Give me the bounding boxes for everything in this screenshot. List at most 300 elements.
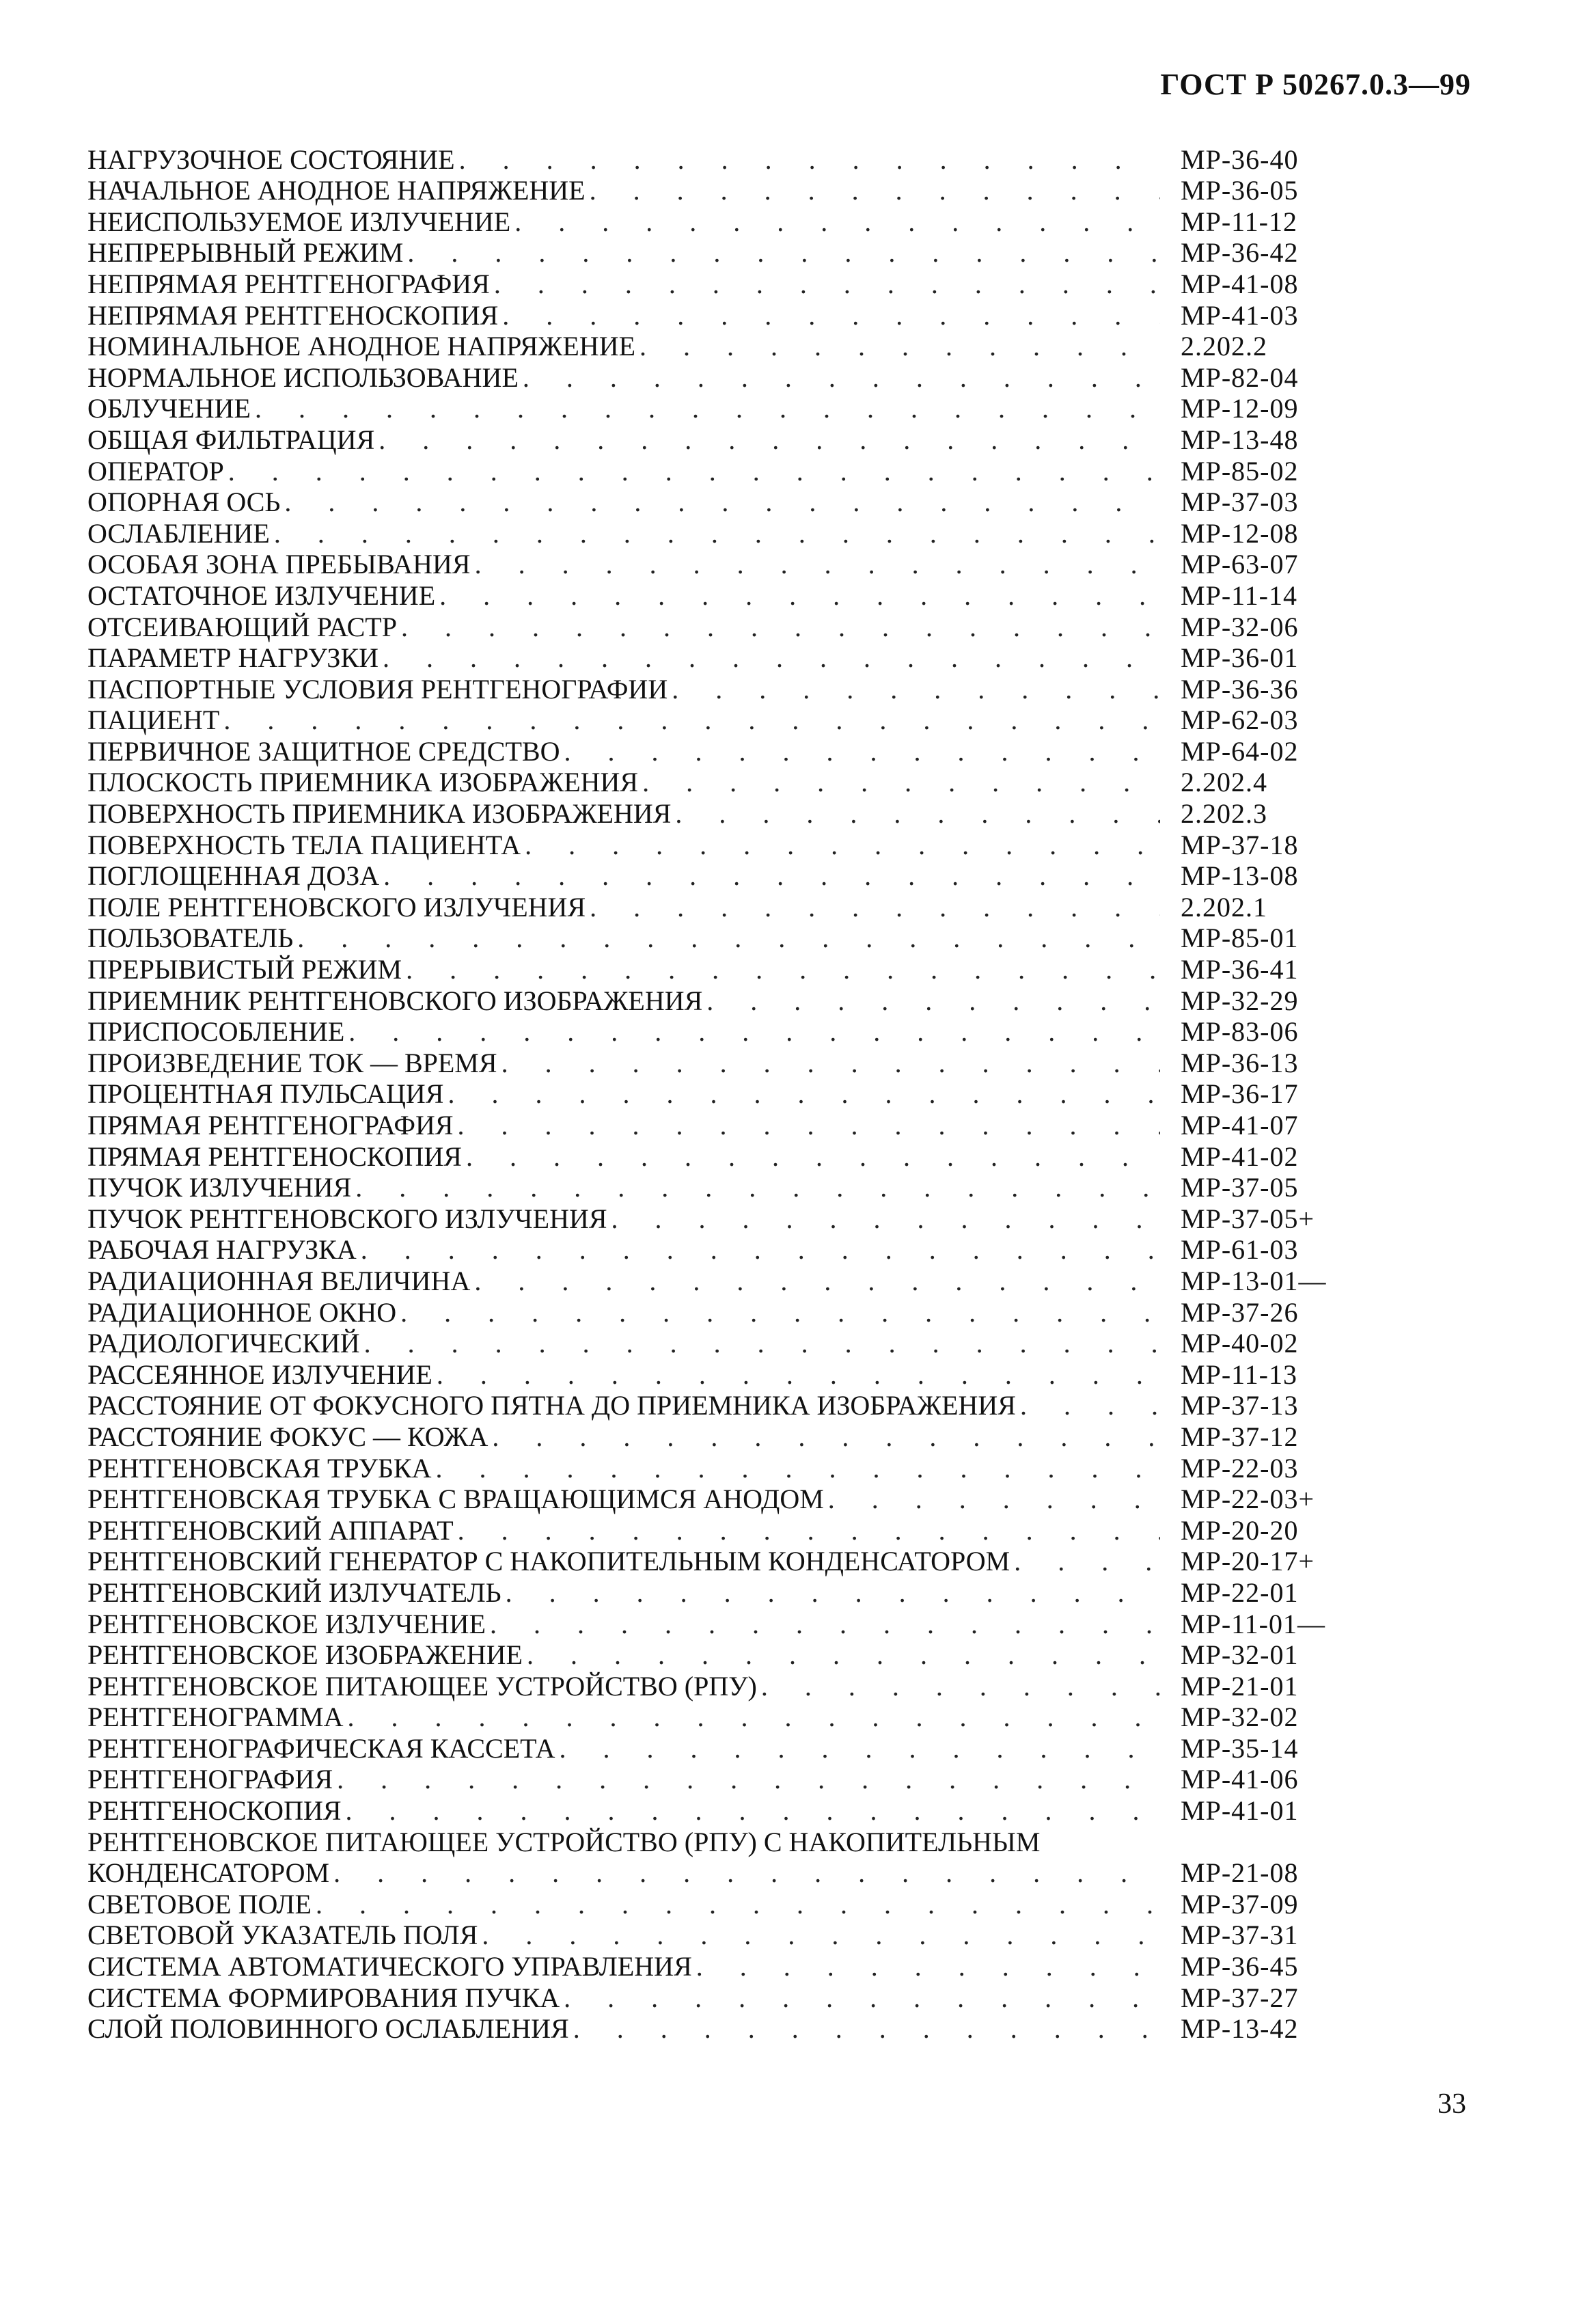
index-term: РЕНТГЕНОВСКОЕ ИЗОБРАЖЕНИЕ	[87, 1639, 523, 1671]
dot-leader	[274, 518, 1160, 549]
index-reference: МР-36-36	[1181, 673, 1299, 705]
index-reference: МР-36-13	[1181, 1047, 1299, 1078]
index-term: ПОГЛОЩЕННАЯ ДОЗА	[87, 860, 380, 892]
dot-leader	[459, 144, 1160, 175]
index-reference: МР-40-02	[1181, 1328, 1299, 1359]
index-term-area	[87, 1359, 1160, 1390]
dot-leader	[400, 1297, 1160, 1328]
index-term: РАДИАЦИОННОЕ ОКНО	[87, 1296, 397, 1328]
index-term-area	[87, 923, 1160, 953]
index-term-area	[87, 1172, 1160, 1203]
index-term-area	[87, 1484, 1160, 1514]
index-entry	[87, 175, 1331, 206]
dot-leader	[379, 424, 1160, 455]
index-term: ПОЛЬЗОВАТЕЛЬ	[87, 923, 294, 954]
dot-leader	[564, 1982, 1160, 2013]
index-term-area	[87, 1702, 1160, 1732]
index-term: НЕПРЯМАЯ РЕНТГЕНОСКОПИЯ	[87, 299, 499, 331]
index-entry	[87, 1857, 1331, 1889]
index-reference: МР-22-01	[1181, 1577, 1299, 1608]
index-term: ОСТАТОЧНОЕ ИЗЛУЧЕНИЕ	[87, 579, 436, 611]
index-term: ПРИСПОСОБЛЕНИЕ	[87, 1016, 345, 1048]
index-term-area	[87, 580, 1160, 611]
dot-leader	[514, 206, 1160, 237]
index-reference: МР-37-26	[1181, 1296, 1299, 1328]
dot-leader	[639, 331, 1160, 361]
index-term: ПАРАМЕТР НАГРУЗКИ	[87, 642, 379, 674]
index-term: НАГРУЗОЧНОЕ СОСТОЯНИЕ	[87, 144, 455, 175]
index-term: ПУЧОК РЕНТГЕНОВСКОГО ИЗЛУЧЕНИЯ	[87, 1203, 607, 1234]
index-term: ПРИЕМНИК РЕНТГЕНОВСКОГО ИЗОБРАЖЕНИЯ	[87, 985, 703, 1016]
index-entry	[87, 860, 1331, 892]
index-entry	[87, 206, 1331, 237]
index-term-area	[87, 1078, 1160, 1109]
index-reference: МР-41-01	[1181, 1795, 1299, 1827]
index-entry	[87, 829, 1331, 860]
index-entry	[87, 487, 1331, 518]
index-term-area	[87, 1048, 1160, 1078]
index-entry	[87, 361, 1331, 393]
dot-leader	[474, 1266, 1160, 1296]
dot-leader	[490, 1609, 1160, 1639]
dot-leader	[316, 1889, 1160, 1920]
index-reference: МР-37-27	[1181, 1982, 1299, 2013]
index-entry	[87, 1203, 1331, 1234]
index-reference: МР-41-06	[1181, 1764, 1299, 1795]
index-term-area	[87, 487, 1160, 517]
index-reference: 2.202.4	[1181, 767, 1267, 798]
index-term: ОСЛАБЛЕНИЕ	[87, 517, 270, 549]
index-reference: МР-37-13	[1181, 1390, 1299, 1421]
index-term: ПРЯМАЯ РЕНТГЕНОГРАФИЯ	[87, 1110, 454, 1141]
index-entry	[87, 1732, 1331, 1764]
index-term: ПРЯМАЯ РЕНТГЕНОСКОПИЯ	[87, 1141, 462, 1172]
index-term-area	[87, 674, 1160, 705]
index-entry	[87, 1047, 1331, 1078]
index-entry	[87, 985, 1331, 1016]
index-reference: МР-37-05+	[1181, 1203, 1315, 1234]
index-term: ПРОЦЕНТНАЯ ПУЛЬСАЦИЯ	[87, 1078, 444, 1110]
index-term-area	[87, 362, 1160, 393]
index-term: РЕНТГЕНОГРАФИЧЕСКАЯ КАССЕТА	[87, 1732, 555, 1764]
index-term-area	[87, 1453, 1160, 1484]
index-entry	[87, 797, 1331, 829]
index-reference: МР-11-13	[1181, 1359, 1297, 1390]
index-term-area	[87, 1234, 1160, 1265]
index-term-area	[87, 206, 1160, 237]
index-term: РЕНТГЕНОВСКОЕ ИЗЛУЧЕНИЕ	[87, 1608, 486, 1639]
index-term: РАДИАЦИОННАЯ ВЕЛИЧИНА	[87, 1265, 471, 1296]
index-entry	[87, 1888, 1331, 1920]
index-term-area	[87, 1951, 1160, 1982]
index-entry	[87, 642, 1331, 674]
index-reference: МР-36-42	[1181, 237, 1299, 269]
term-index-list	[87, 144, 1331, 2044]
index-term: ПЕРВИЧНОЕ ЗАЩИТНОЕ СРЕДСТВО	[87, 735, 560, 767]
index-term: ПОВЕРХНОСТЬ ПРИЕМНИКА ИЗОБРАЖЕНИЯ	[87, 798, 672, 830]
index-term-area	[87, 1203, 1160, 1234]
index-term: ПРЕРЫВИСТЫЙ РЕЖИМ	[87, 954, 402, 985]
index-reference: МР-21-01	[1181, 1670, 1299, 1702]
index-reference: МР-37-03	[1181, 487, 1299, 518]
index-entry	[87, 1452, 1331, 1484]
index-entry	[87, 1764, 1331, 1795]
index-term-area	[87, 1390, 1160, 1421]
dot-leader	[482, 1920, 1160, 1950]
dot-leader	[527, 1639, 1160, 1670]
index-term: НЕПРЯМАЯ РЕНТГЕНОГРАФИЯ	[87, 268, 490, 299]
index-term: ОСОБАЯ ЗОНА ПРЕБЫВАНИЯ	[87, 549, 471, 580]
index-term-area	[87, 1639, 1160, 1670]
dot-leader	[348, 1702, 1161, 1732]
index-term: ПАЦИЕНТ	[87, 705, 220, 736]
index-entry	[87, 1950, 1331, 1982]
dot-leader	[348, 1016, 1160, 1047]
dot-leader	[383, 642, 1160, 673]
index-reference: МР-32-02	[1181, 1702, 1299, 1733]
dot-leader	[337, 1764, 1160, 1794]
index-entry	[87, 1608, 1331, 1639]
dot-leader	[333, 1857, 1160, 1888]
dot-leader	[228, 456, 1160, 487]
index-term: РАССЕЯННОЕ ИЗЛУЧЕНИЕ	[87, 1359, 432, 1390]
dot-leader	[642, 767, 1160, 797]
index-term: ОПЕРАТОР	[87, 455, 224, 487]
index-entry	[87, 1670, 1331, 1702]
index-term: РЕНТГЕНОВСКАЯ ТРУБКА	[87, 1452, 432, 1484]
index-entry	[87, 673, 1331, 705]
index-term: ОПОРНАЯ ОСЬ	[87, 487, 281, 518]
index-term-area	[87, 269, 1160, 299]
index-entry	[87, 1920, 1331, 1951]
index-term-area	[87, 1546, 1160, 1577]
index-reference: МР-36-05	[1181, 175, 1299, 206]
index-term-area	[87, 2013, 1160, 2044]
index-reference: МР-85-02	[1181, 455, 1299, 487]
dot-leader	[466, 1141, 1160, 1172]
index-entry	[87, 891, 1331, 923]
index-entry	[87, 517, 1331, 549]
index-entry	[87, 579, 1331, 611]
dot-leader	[611, 1203, 1160, 1234]
index-reference: МР-13-01—	[1181, 1265, 1327, 1296]
index-term-area	[87, 1328, 1160, 1359]
dot-leader	[439, 580, 1160, 611]
index-term-area	[87, 954, 1160, 985]
index-reference: МР-20-20	[1181, 1514, 1299, 1546]
index-term-area	[87, 1577, 1160, 1608]
index-term: РАССТОЯНИЕ ФОКУС — КОЖА	[87, 1421, 489, 1452]
dot-leader	[590, 175, 1160, 206]
dot-leader	[560, 1733, 1161, 1764]
index-term-area	[87, 1764, 1160, 1794]
index-reference: МР-11-14	[1181, 579, 1297, 611]
index-reference: МР-36-40	[1181, 144, 1299, 175]
index-entry	[87, 705, 1331, 736]
index-term-area	[87, 1827, 1160, 1857]
index-term-area	[87, 1733, 1160, 1764]
index-reference: МР-13-08	[1181, 860, 1299, 892]
index-term-area	[87, 1515, 1160, 1546]
index-term-area	[87, 860, 1160, 891]
index-term: СВЕТОВОЙ УКАЗАТЕЛЬ ПОЛЯ	[87, 1920, 478, 1951]
index-term: РЕНТГЕНОВСКИЙ АППАРАТ	[87, 1514, 454, 1546]
index-reference: МР-22-03+	[1181, 1484, 1315, 1515]
dot-leader	[590, 892, 1160, 923]
index-term-area	[87, 1857, 1160, 1888]
index-reference: МР-37-31	[1181, 1920, 1299, 1951]
index-entry	[87, 767, 1331, 798]
index-reference: МР-36-45	[1181, 1951, 1299, 1982]
index-term: РАССТОЯНИЕ ОТ ФОКУСНОГО ПЯТНА ДО ПРИЕМНИКА ИЗОБРАЖЕНИЯ	[87, 1390, 1016, 1421]
dot-leader	[223, 705, 1160, 735]
dot-leader	[706, 985, 1160, 1016]
index-term: НЕПРЕРЫВНЫЙ РЕЖИМ	[87, 237, 404, 269]
index-entry	[87, 1172, 1331, 1203]
dot-leader	[525, 830, 1160, 860]
index-entry	[87, 1359, 1331, 1390]
index-reference: МР-36-41	[1181, 954, 1299, 985]
dot-leader	[494, 269, 1160, 299]
index-reference: МР-62-03	[1181, 705, 1299, 736]
index-reference: МР-36-17	[1181, 1078, 1299, 1110]
dot-leader	[675, 798, 1160, 829]
index-entry	[87, 1421, 1331, 1452]
index-entry	[87, 1234, 1331, 1266]
index-term: СВЕТОВОЕ ПОЛЕ	[87, 1888, 312, 1920]
index-term-area	[87, 892, 1160, 923]
index-entry	[87, 1794, 1331, 1826]
index-term: ОБЩАЯ ФИЛЬТРАЦИЯ	[87, 424, 375, 455]
index-entry	[87, 1296, 1331, 1328]
index-reference: МР-32-06	[1181, 611, 1299, 642]
index-term-area	[87, 144, 1160, 175]
index-reference: МР-64-02	[1181, 735, 1299, 767]
dot-leader	[435, 1453, 1160, 1484]
index-reference: МР-20-17+	[1181, 1546, 1315, 1577]
index-reference: МР-13-48	[1181, 424, 1299, 455]
index-entry	[87, 1546, 1331, 1577]
dot-leader	[573, 2013, 1160, 2044]
index-term: ОТСЕИВАЮЩИЙ РАСТР	[87, 611, 397, 642]
index-entry	[87, 1328, 1331, 1359]
dot-leader	[364, 1328, 1160, 1359]
index-entry	[87, 953, 1331, 985]
index-reference: МР-13-42	[1181, 2013, 1299, 2045]
index-term-area	[87, 1141, 1160, 1172]
index-term: ОБЛУЧЕНИЕ	[87, 393, 251, 424]
dot-leader	[1014, 1546, 1160, 1577]
index-term: ПУЧОК ИЗЛУЧЕНИЯ	[87, 1172, 352, 1203]
index-term-area	[87, 767, 1160, 797]
index-entry	[87, 455, 1331, 487]
index-term: РАБОЧАЯ НАГРУЗКА	[87, 1234, 357, 1266]
index-reference: МР-63-07	[1181, 549, 1299, 580]
index-entry	[87, 331, 1331, 362]
dot-leader	[437, 1359, 1160, 1390]
index-term: РЕНТГЕНОГРАФИЯ	[87, 1764, 333, 1795]
dot-leader	[255, 393, 1160, 424]
index-term-area	[87, 1795, 1160, 1826]
index-term-area	[87, 830, 1160, 860]
index-entry	[87, 735, 1331, 767]
index-entry	[87, 1826, 1331, 1857]
index-entry	[87, 1265, 1331, 1296]
index-reference: МР-37-12	[1181, 1421, 1299, 1452]
index-reference: МР-22-03	[1181, 1452, 1299, 1484]
index-entry	[87, 1982, 1331, 2013]
dot-leader	[523, 362, 1160, 393]
dot-leader	[492, 1421, 1160, 1452]
index-term: ПОВЕРХНОСТЬ ТЕЛА ПАЦИЕНТА	[87, 829, 521, 860]
index-term: РАДИОЛОГИЧЕСКИЙ	[87, 1328, 360, 1359]
index-term: НАЧАЛЬНОЕ АНОДНОЕ НАПРЯЖЕНИЕ	[87, 175, 586, 206]
index-reference: МР-85-01	[1181, 923, 1299, 954]
index-entry	[87, 1484, 1331, 1515]
index-entry	[87, 424, 1331, 455]
index-term: ПЛОСКОСТЬ ПРИЕМНИКА ИЗОБРАЖЕНИЯ	[87, 767, 639, 798]
index-entry	[87, 237, 1331, 269]
index-term-area	[87, 1266, 1160, 1296]
dot-leader	[458, 1515, 1160, 1546]
index-term: ПАСПОРТНЫЕ УСЛОВИЯ РЕНТГЕНОГРАФИИ	[87, 673, 668, 705]
index-reference: МР-12-08	[1181, 517, 1299, 549]
index-entry	[87, 393, 1331, 424]
index-reference: МР-41-08	[1181, 268, 1299, 299]
index-term-area	[87, 642, 1160, 673]
index-entry	[87, 1109, 1331, 1141]
index-reference: МР-12-09	[1181, 393, 1299, 424]
index-entry	[87, 1577, 1331, 1608]
index-term-area	[87, 393, 1160, 424]
index-term: РЕНТГЕНОВСКОЕ ПИТАЮЩЕЕ УСТРОЙСТВО (РПУ) С НАКОПИТЕЛЬНЫМ	[87, 1826, 1041, 1857]
index-entry	[87, 299, 1331, 331]
index-term-area	[87, 985, 1160, 1016]
index-reference: МР-61-03	[1181, 1234, 1299, 1266]
dot-leader	[672, 674, 1160, 705]
dot-leader	[406, 954, 1160, 985]
index-entry	[87, 2013, 1331, 2045]
index-entry	[87, 1514, 1331, 1546]
dot-leader	[828, 1484, 1160, 1514]
index-entry	[87, 144, 1331, 175]
index-term: СИСТЕМА ФОРМИРОВАНИЯ ПУЧКА	[87, 1982, 560, 2013]
index-entry	[87, 923, 1331, 954]
index-reference: МР-32-29	[1181, 985, 1299, 1016]
index-term-area	[87, 1889, 1160, 1920]
index-entry	[87, 1078, 1331, 1110]
document-standard-header: ГОСТ Р 50267.0.3—99	[1160, 68, 1471, 101]
index-term-area	[87, 1920, 1160, 1950]
index-reference: МР-83-06	[1181, 1016, 1299, 1048]
index-entry	[87, 1141, 1331, 1172]
dot-leader	[475, 549, 1160, 579]
index-term-area	[87, 1297, 1160, 1328]
index-term: РЕНТГЕНОГРАММА	[87, 1702, 344, 1733]
index-term: СИСТЕМА АВТОМАТИЧЕСКОГО УПРАВЛЕНИЯ	[87, 1951, 692, 1982]
index-reference: МР-41-07	[1181, 1110, 1299, 1141]
index-entry	[87, 1390, 1331, 1421]
index-reference: МР-37-18	[1181, 829, 1299, 860]
index-reference: МР-82-04	[1181, 361, 1299, 393]
index-reference: МР-32-01	[1181, 1639, 1299, 1671]
index-term-area	[87, 798, 1160, 829]
dot-leader	[284, 487, 1160, 517]
index-entry	[87, 1016, 1331, 1048]
dot-leader	[564, 736, 1160, 767]
index-term: РЕНТГЕНОВСКИЙ ГЕНЕРАТОР С НАКОПИТЕЛЬНЫМ КОНДЕНСАТОРОМ	[87, 1546, 1010, 1577]
index-entry	[87, 611, 1331, 642]
index-reference: МР-11-12	[1181, 206, 1297, 237]
index-term: РЕНТГЕНОВСКИЙ ИЗЛУЧАТЕЛЬ	[87, 1577, 501, 1608]
index-term: СЛОЙ ПОЛОВИННОГО ОСЛАБЛЕНИЯ	[87, 2013, 569, 2045]
dot-leader	[355, 1172, 1160, 1203]
dot-leader	[502, 300, 1160, 331]
index-term: РЕНТГЕНОВСКОЕ ПИТАЮЩЕЕ УСТРОЙСТВО (РПУ)	[87, 1670, 757, 1702]
dot-leader	[696, 1951, 1160, 1982]
dot-leader	[1020, 1390, 1160, 1421]
index-entry	[87, 268, 1331, 299]
index-term: НОРМАЛЬНОЕ ИСПОЛЬЗОВАНИЕ	[87, 361, 519, 393]
index-term-area	[87, 1982, 1160, 2013]
index-term-area	[87, 1671, 1160, 1702]
index-term: ПРОИЗВЕДЕНИЕ ТОК — ВРЕМЯ	[87, 1047, 497, 1078]
index-term-area	[87, 736, 1160, 767]
dot-leader	[297, 923, 1160, 953]
index-term-area	[87, 1421, 1160, 1452]
index-term: РЕНТГЕНОВСКАЯ ТРУБКА С ВРАЩАЮЩИМСЯ АНОДОМ	[87, 1484, 824, 1515]
index-term-area	[87, 424, 1160, 455]
index-term-area	[87, 1110, 1160, 1141]
index-entry	[87, 549, 1331, 580]
index-reference: МР-37-09	[1181, 1888, 1299, 1920]
dot-leader	[458, 1110, 1160, 1141]
index-reference: МР-37-05	[1181, 1172, 1299, 1203]
index-entry	[87, 1702, 1331, 1733]
index-reference: 2.202.2	[1181, 331, 1267, 362]
index-term-area	[87, 1016, 1160, 1047]
index-term-area	[87, 518, 1160, 549]
index-term: КОНДЕНСАТОРОМ	[87, 1857, 330, 1889]
dot-leader	[407, 237, 1160, 268]
index-term-area	[87, 456, 1160, 487]
index-reference: 2.202.1	[1181, 891, 1267, 923]
index-term-area	[87, 175, 1160, 206]
index-term-area	[87, 331, 1160, 361]
index-term: РЕНТГЕНОСКОПИЯ	[87, 1795, 342, 1827]
dot-leader	[761, 1671, 1160, 1702]
index-reference: 2.202.3	[1181, 798, 1267, 830]
dot-leader	[361, 1234, 1160, 1265]
index-term-area	[87, 705, 1160, 735]
page-number: 33	[1437, 2088, 1466, 2120]
index-term-area	[87, 300, 1160, 331]
index-reference: МР-36-01	[1181, 642, 1299, 674]
index-term: НОМИНАЛЬНОЕ АНОДНОЕ НАПРЯЖЕНИЕ	[87, 331, 636, 362]
index-term-area	[87, 549, 1160, 579]
index-term: НЕИСПОЛЬЗУЕМОЕ ИЗЛУЧЕНИЕ	[87, 206, 511, 237]
index-term-area	[87, 1609, 1160, 1639]
dot-leader	[401, 612, 1160, 642]
index-reference: МР-35-14	[1181, 1732, 1299, 1764]
index-term: ПОЛЕ РЕНТГЕНОВСКОГО ИЗЛУЧЕНИЯ	[87, 891, 586, 923]
index-reference: МР-41-03	[1181, 299, 1299, 331]
index-term-area	[87, 612, 1160, 642]
dot-leader	[383, 860, 1160, 891]
index-reference: МР-41-02	[1181, 1141, 1299, 1172]
dot-leader	[346, 1795, 1160, 1826]
index-entry	[87, 1639, 1331, 1671]
